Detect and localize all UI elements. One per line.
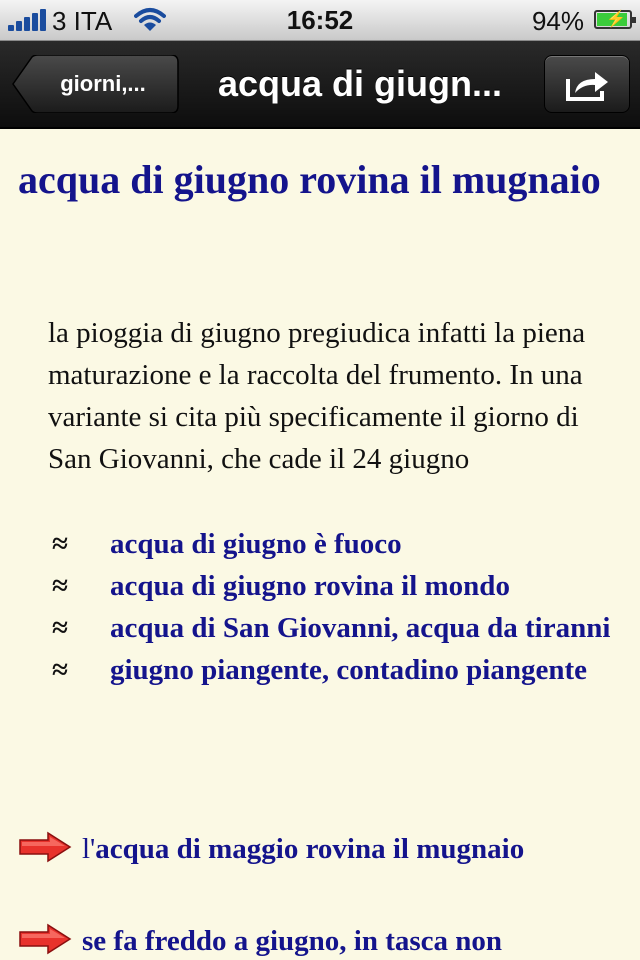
- nav-title: acqua di giugn...: [217, 63, 502, 104]
- back-button[interactable]: [12, 55, 179, 113]
- navigation-bar: [0, 41, 640, 129]
- share-button[interactable]: [544, 55, 630, 113]
- status-bar: [0, 0, 640, 41]
- approx-icon: ≈: [52, 570, 68, 602]
- variant-item[interactable]: [48, 607, 623, 649]
- approx-icon: ≈: [52, 612, 68, 644]
- red-arrow-icon: [18, 923, 72, 955]
- battery-icon: ⚡: [594, 10, 632, 29]
- battery-percent: 94%: [531, 6, 584, 36]
- variant-text[interactable]: acqua di San Giovanni, acqua da tiranni: [110, 612, 611, 644]
- approx-icon: ≈: [52, 654, 68, 686]
- variant-item[interactable]: [48, 649, 623, 691]
- carrier-label: 3 ITA: [52, 6, 113, 36]
- approx-icon: ≈: [52, 528, 68, 560]
- variants-list: [48, 523, 623, 691]
- variant-text[interactable]: acqua di giugno rovina il mondo: [110, 570, 510, 602]
- variant-item[interactable]: [48, 565, 623, 607]
- variant-text[interactable]: acqua di giugno è fuoco: [110, 528, 402, 560]
- variant-text[interactable]: giugno piangente, contadino piangente: [110, 654, 587, 686]
- entry-heading: acqua di giugno rovina il mugnaio: [18, 157, 601, 202]
- red-arrow-icon: [18, 831, 72, 863]
- entry-content: [0, 129, 640, 960]
- related-link[interactable]: [18, 919, 628, 960]
- back-button-label: giorni,...: [60, 71, 146, 96]
- related-link[interactable]: [18, 827, 628, 871]
- related-link-text[interactable]: se fa freddo a giugno, in tasca non: [82, 925, 503, 957]
- entry-description: la pioggia di giugno pregiudica infatti la piena maturazione e la raccolta del frumento. In una variante si cita più specificamente il giorno di San Giovanni, che cade il 24 giugno: [48, 317, 586, 475]
- clock: 16:52: [286, 5, 354, 35]
- related-link-prefix: l': [82, 833, 96, 865]
- share-icon: [565, 69, 611, 101]
- related-link-text[interactable]: acqua di maggio rovina il mugnaio: [95, 833, 525, 865]
- variant-item[interactable]: [48, 523, 623, 565]
